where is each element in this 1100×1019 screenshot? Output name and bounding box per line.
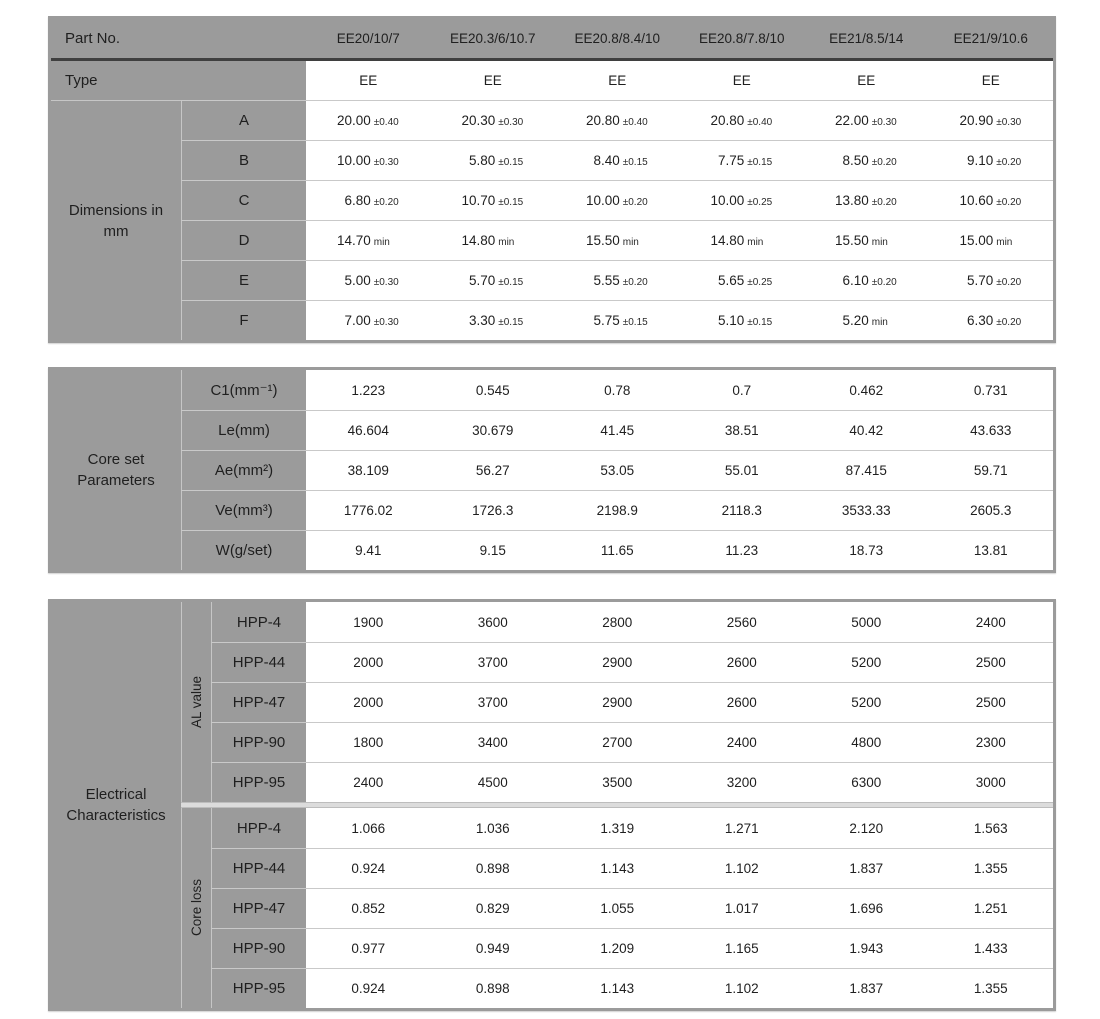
value-text: 20.30 (461, 113, 496, 128)
part-column-headers (306, 19, 1053, 58)
data-cell: 0.977 (351, 941, 386, 956)
data-cell (555, 261, 680, 300)
al-value-rows (211, 602, 1053, 802)
type-label: Type (51, 61, 306, 100)
data-cell: 43.633 (970, 423, 1012, 438)
row-cells (306, 531, 1053, 570)
type-value-cell: EE (359, 73, 378, 88)
data-cell (431, 301, 556, 340)
row-label: HPP-90 (211, 929, 306, 968)
data-cell (555, 221, 680, 260)
value-text: 5.75 (593, 313, 620, 328)
row-cells (306, 889, 1053, 928)
data-cell: 38.109 (347, 463, 389, 478)
row-label: HPP-44 (211, 643, 306, 682)
data-cell: 87.415 (845, 463, 887, 478)
value-text: 9.10 (966, 153, 994, 168)
value-text: 7.75 (717, 153, 745, 168)
al-value-label-text: AL value (189, 675, 204, 729)
value-text: 6.10 (842, 273, 869, 288)
row-label: D (181, 221, 306, 260)
core-set-parameters-table (48, 367, 1056, 573)
row-label: W(g/set) (181, 531, 306, 570)
data-cell: 0.731 (973, 382, 1008, 398)
data-cell (431, 261, 556, 300)
tolerance-text: ±0.15 (747, 156, 773, 168)
core-loss-vertical-label (181, 808, 211, 1008)
table-row (211, 722, 1053, 762)
tolerance-text: ±0.15 (498, 196, 524, 208)
data-cell (306, 141, 431, 180)
part-no-header-row (51, 19, 1053, 61)
data-cell: 3533.33 (841, 503, 891, 518)
data-cell (306, 181, 431, 220)
core-loss-label-text: Core loss (189, 879, 204, 937)
data-cell: 5200 (851, 695, 882, 710)
value-text: 8.50 (842, 153, 869, 168)
value-text: 22.00 (834, 113, 869, 128)
table-row (211, 642, 1053, 682)
row-label: C (181, 181, 306, 220)
tolerance-text: ±0.15 (498, 316, 524, 328)
data-cell (431, 221, 556, 260)
tolerance-text: min (373, 236, 390, 248)
row-label: HPP-95 (211, 969, 306, 1008)
part-column-header: EE21/9/10.6 (953, 31, 1028, 46)
data-cell: 2800 (602, 614, 633, 630)
data-cell: 4800 (851, 735, 882, 750)
data-cell (680, 101, 805, 140)
tolerance-text: ±0.15 (498, 276, 524, 288)
data-cell (929, 101, 1054, 140)
data-cell: 1.563 (973, 820, 1008, 836)
tolerance-text: ±0.20 (622, 196, 648, 208)
data-cell: 1.271 (724, 820, 759, 836)
data-cell (804, 221, 929, 260)
value-text: 10.00 (336, 153, 371, 168)
value-text: 5.65 (717, 273, 745, 288)
value-text: 8.40 (593, 153, 620, 168)
tolerance-text: ±0.40 (622, 116, 648, 128)
row-cells (306, 723, 1053, 762)
data-cell (804, 101, 929, 140)
data-cell (306, 221, 431, 260)
part-column-header: EE20.3/6/10.7 (449, 31, 536, 46)
data-cell: 1.143 (600, 861, 635, 876)
type-value-cell: EE (483, 73, 502, 88)
tolerance-text: ±0.30 (373, 156, 399, 168)
value-text: 10.00 (585, 193, 620, 208)
core-set-body (51, 370, 1053, 570)
data-cell: 1.102 (724, 981, 759, 996)
tolerance-text: ±0.15 (622, 316, 648, 328)
row-cells (306, 602, 1053, 642)
row-label: HPP-47 (211, 683, 306, 722)
type-value-cell: EE (857, 73, 876, 88)
row-label: A (181, 101, 306, 140)
data-cell: 2.120 (849, 820, 884, 836)
table-row (211, 928, 1053, 968)
value-text: 14.80 (710, 233, 745, 248)
value-text: 20.90 (959, 113, 994, 128)
row-cells (306, 370, 1053, 410)
data-cell: 1.837 (849, 861, 884, 876)
tolerance-text: ±0.30 (498, 116, 524, 128)
value-text: 3.30 (468, 313, 496, 328)
row-label: F (181, 301, 306, 340)
value-text: 5.10 (717, 313, 745, 328)
row-label: HPP-47 (211, 889, 306, 928)
part-column-header: EE21/8.5/14 (829, 31, 904, 46)
data-cell: 6300 (851, 775, 882, 790)
type-value-cell: EE (608, 73, 627, 88)
data-cell: 30.679 (472, 423, 514, 438)
data-cell: 5000 (851, 614, 882, 630)
data-cell (555, 301, 680, 340)
tolerance-text: min (871, 236, 888, 248)
tolerance-text: ±0.20 (996, 156, 1022, 168)
data-cell: 2400 (353, 775, 384, 790)
table-row (211, 762, 1053, 802)
table-row (181, 180, 1053, 220)
table-row (211, 602, 1053, 642)
value-text: 20.80 (710, 113, 745, 128)
data-cell: 1.066 (351, 820, 386, 836)
electrical-body (51, 602, 1053, 1008)
value-text: 7.00 (344, 313, 371, 328)
row-label: Ve(mm³) (181, 491, 306, 530)
data-cell: 2900 (602, 695, 633, 710)
data-cell: 1.143 (600, 981, 635, 996)
tolerance-text: ±0.20 (871, 196, 897, 208)
data-cell: 1.943 (849, 941, 884, 956)
data-cell: 0.898 (475, 861, 510, 876)
table-row (181, 140, 1053, 180)
tolerance-text: min (996, 236, 1013, 248)
data-cell: 1900 (353, 614, 384, 630)
data-cell: 3600 (477, 614, 508, 630)
data-cell: 1.355 (973, 981, 1008, 996)
data-cell: 0.545 (475, 382, 510, 398)
core-set-group-label: Core set Parameters (51, 370, 181, 570)
row-label: Ae(mm²) (181, 451, 306, 490)
data-cell: 1.355 (973, 861, 1008, 876)
table-row (211, 888, 1053, 928)
dimensions-rows (181, 100, 1053, 340)
core-set-rows (181, 370, 1053, 570)
data-cell: 4500 (477, 775, 508, 790)
al-value-vertical-label (181, 602, 211, 802)
part-dimensions-table (48, 16, 1056, 343)
row-cells (306, 411, 1053, 450)
data-cell: 0.852 (351, 901, 386, 916)
data-cell: 3400 (477, 735, 508, 750)
value-text: 14.70 (336, 233, 371, 248)
data-cell: 1726.3 (472, 503, 514, 518)
data-cell: 13.81 (973, 543, 1008, 558)
data-cell (680, 301, 805, 340)
data-cell: 2600 (726, 655, 757, 670)
table-row (181, 490, 1053, 530)
data-cell (555, 181, 680, 220)
tolerance-text: min (622, 236, 639, 248)
value-text: 5.70 (468, 273, 496, 288)
type-value-cell: EE (732, 73, 751, 88)
data-cell: 2700 (602, 735, 633, 750)
data-cell: 2400 (726, 735, 757, 750)
row-cells (306, 929, 1053, 968)
data-cell: 9.41 (355, 543, 382, 558)
row-cells (306, 181, 1053, 220)
tolerance-text: min (498, 236, 515, 248)
data-cell (431, 101, 556, 140)
row-cells (306, 491, 1053, 530)
dimensions-body (51, 100, 1053, 340)
data-cell (431, 181, 556, 220)
data-cell: 1800 (353, 735, 384, 750)
tolerance-text: ±0.20 (622, 276, 648, 288)
data-cell: 59.71 (973, 463, 1008, 478)
tolerance-text: min (747, 236, 764, 248)
row-cells (306, 301, 1053, 340)
value-text: 5.00 (344, 273, 371, 288)
data-cell: 18.73 (849, 543, 884, 558)
data-cell: 2600 (726, 695, 757, 710)
data-cell: 55.01 (724, 463, 759, 478)
value-text: 15.00 (959, 233, 994, 248)
data-cell: 46.604 (347, 423, 389, 438)
tolerance-text: ±0.20 (996, 316, 1022, 328)
data-cell: 3000 (975, 775, 1006, 790)
row-cells (306, 969, 1053, 1008)
value-text: 15.50 (585, 233, 620, 248)
table-row (181, 260, 1053, 300)
data-cell (555, 101, 680, 140)
row-label: C1(mm⁻¹) (181, 370, 306, 410)
data-cell: 0.78 (604, 382, 631, 398)
data-cell: 3200 (726, 775, 757, 790)
data-cell: 1.165 (724, 941, 759, 956)
row-cells (306, 221, 1053, 260)
table-row (181, 530, 1053, 570)
row-label: HPP-4 (211, 808, 306, 848)
data-cell: 2198.9 (596, 503, 638, 518)
row-cells (306, 763, 1053, 802)
data-cell: 0.7 (732, 382, 752, 398)
part-column-header: EE20.8/8.4/10 (574, 31, 661, 46)
data-cell: 3700 (477, 695, 508, 710)
tolerance-text: ±0.25 (747, 196, 773, 208)
row-cells (306, 451, 1053, 490)
data-cell: 0.949 (475, 941, 510, 956)
part-column-header: EE20.8/7.8/10 (698, 31, 785, 46)
data-cell (929, 141, 1054, 180)
data-cell: 0.898 (475, 981, 510, 996)
type-value-cell: EE (981, 73, 1000, 88)
tolerance-text: ±0.40 (373, 116, 399, 128)
part-column-header: EE20/10/7 (336, 31, 400, 46)
data-cell: 41.45 (600, 423, 635, 438)
row-cells (306, 261, 1053, 300)
value-text: 13.80 (834, 193, 869, 208)
data-cell: 38.51 (724, 423, 759, 438)
data-cell: 2900 (602, 655, 633, 670)
tolerance-text: ±0.30 (871, 116, 897, 128)
electrical-group-label: Electrical Characteristics (51, 602, 181, 1008)
data-cell: 1.837 (849, 981, 884, 996)
value-text: 6.30 (966, 313, 994, 328)
data-cell (804, 141, 929, 180)
tolerance-text: ±0.30 (373, 316, 399, 328)
row-label: B (181, 141, 306, 180)
data-cell (929, 181, 1054, 220)
data-cell (804, 261, 929, 300)
value-text: 14.80 (461, 233, 496, 248)
tolerance-text: ±0.20 (996, 276, 1022, 288)
data-cell: 2500 (975, 655, 1006, 670)
data-cell: 3700 (477, 655, 508, 670)
data-cell (929, 221, 1054, 260)
value-text: 5.70 (966, 273, 994, 288)
value-text: 10.60 (959, 193, 994, 208)
data-cell: 11.23 (725, 543, 759, 558)
data-cell: 40.42 (849, 423, 884, 438)
tolerance-text: ±0.20 (996, 196, 1022, 208)
value-text: 5.20 (842, 313, 869, 328)
row-cells (306, 141, 1053, 180)
data-cell (680, 181, 805, 220)
value-text: 10.00 (710, 193, 745, 208)
data-cell: 1.017 (724, 901, 759, 916)
data-cell: 1.319 (600, 820, 635, 836)
tolerance-text: ±0.15 (498, 156, 524, 168)
tolerance-text: ±0.15 (622, 156, 648, 168)
table-row (181, 370, 1053, 410)
data-cell: 1776.02 (343, 503, 393, 518)
row-label: HPP-95 (211, 763, 306, 802)
dimensions-group-label: Dimensions in mm (51, 100, 181, 340)
data-cell: 0.924 (351, 861, 386, 876)
data-cell: 1.223 (351, 382, 386, 398)
table-row (181, 300, 1053, 340)
data-cell: 2500 (975, 695, 1006, 710)
value-text: 20.80 (585, 113, 620, 128)
data-cell: 2300 (975, 735, 1006, 750)
value-text: 15.50 (834, 233, 869, 248)
electrical-groups (181, 602, 1053, 1008)
data-cell: 1.055 (600, 901, 635, 916)
table-row (181, 220, 1053, 260)
data-cell: 1.433 (973, 941, 1008, 956)
row-cells (306, 101, 1053, 140)
tolerance-text: ±0.30 (373, 276, 399, 288)
table-row (181, 450, 1053, 490)
data-cell: 1.696 (849, 901, 884, 916)
data-cell: 2000 (353, 655, 384, 670)
data-cell: 9.15 (479, 543, 506, 558)
row-label: HPP-4 (211, 602, 306, 642)
data-cell: 0.829 (475, 901, 510, 916)
part-no-label: Part No. (51, 19, 306, 58)
tolerance-text: ±0.25 (747, 276, 773, 288)
data-cell (306, 261, 431, 300)
tolerance-text: ±0.30 (996, 116, 1022, 128)
data-cell: 1.251 (973, 901, 1008, 916)
row-label: Le(mm) (181, 411, 306, 450)
table-row (181, 410, 1053, 450)
row-label: E (181, 261, 306, 300)
data-cell (929, 301, 1054, 340)
data-cell (804, 181, 929, 220)
data-cell (680, 261, 805, 300)
row-cells (306, 643, 1053, 682)
tolerance-text: ±0.40 (747, 116, 773, 128)
table-row (211, 848, 1053, 888)
table-row (211, 808, 1053, 848)
data-cell: 0.924 (351, 981, 386, 996)
data-cell: 1.209 (600, 941, 635, 956)
row-label: HPP-44 (211, 849, 306, 888)
data-cell: 2605.3 (970, 503, 1012, 518)
value-text: 5.55 (593, 273, 620, 288)
data-cell: 0.462 (849, 382, 884, 398)
value-text: 5.80 (468, 153, 496, 168)
electrical-characteristics-table (48, 599, 1056, 1011)
data-cell (555, 141, 680, 180)
data-cell (431, 141, 556, 180)
data-cell: 2118.3 (721, 503, 762, 518)
data-cell: 5200 (851, 655, 882, 670)
data-cell (306, 301, 431, 340)
row-label: HPP-90 (211, 723, 306, 762)
type-row (51, 61, 1053, 100)
tolerance-text: ±0.20 (871, 276, 897, 288)
row-cells (306, 683, 1053, 722)
data-cell: 2560 (726, 614, 757, 630)
data-cell: 2000 (353, 695, 384, 710)
tolerance-text: ±0.15 (747, 316, 773, 328)
value-text: 20.00 (336, 113, 371, 128)
tolerance-text: min (871, 316, 888, 328)
tolerance-text: ±0.20 (373, 196, 399, 208)
data-cell (680, 141, 805, 180)
table-row (211, 968, 1053, 1008)
data-cell (929, 261, 1054, 300)
data-cell: 11.65 (600, 543, 634, 558)
data-cell (306, 101, 431, 140)
value-text: 10.70 (461, 193, 496, 208)
core-loss-rows (211, 808, 1053, 1008)
data-cell: 1.036 (475, 820, 510, 836)
data-cell (804, 301, 929, 340)
tolerance-text: ±0.20 (871, 156, 897, 168)
data-cell: 56.27 (475, 463, 510, 478)
data-cell: 2400 (975, 614, 1006, 630)
row-cells (306, 808, 1053, 848)
table-row (181, 100, 1053, 140)
type-values (306, 61, 1053, 100)
table-row (211, 682, 1053, 722)
data-cell: 1.102 (724, 861, 759, 876)
data-cell: 3500 (602, 775, 633, 790)
core-loss-group (181, 808, 1053, 1008)
data-cell (680, 221, 805, 260)
data-cell: 53.05 (600, 463, 635, 478)
value-text: 6.80 (344, 193, 371, 208)
row-cells (306, 849, 1053, 888)
al-value-group (181, 602, 1053, 802)
